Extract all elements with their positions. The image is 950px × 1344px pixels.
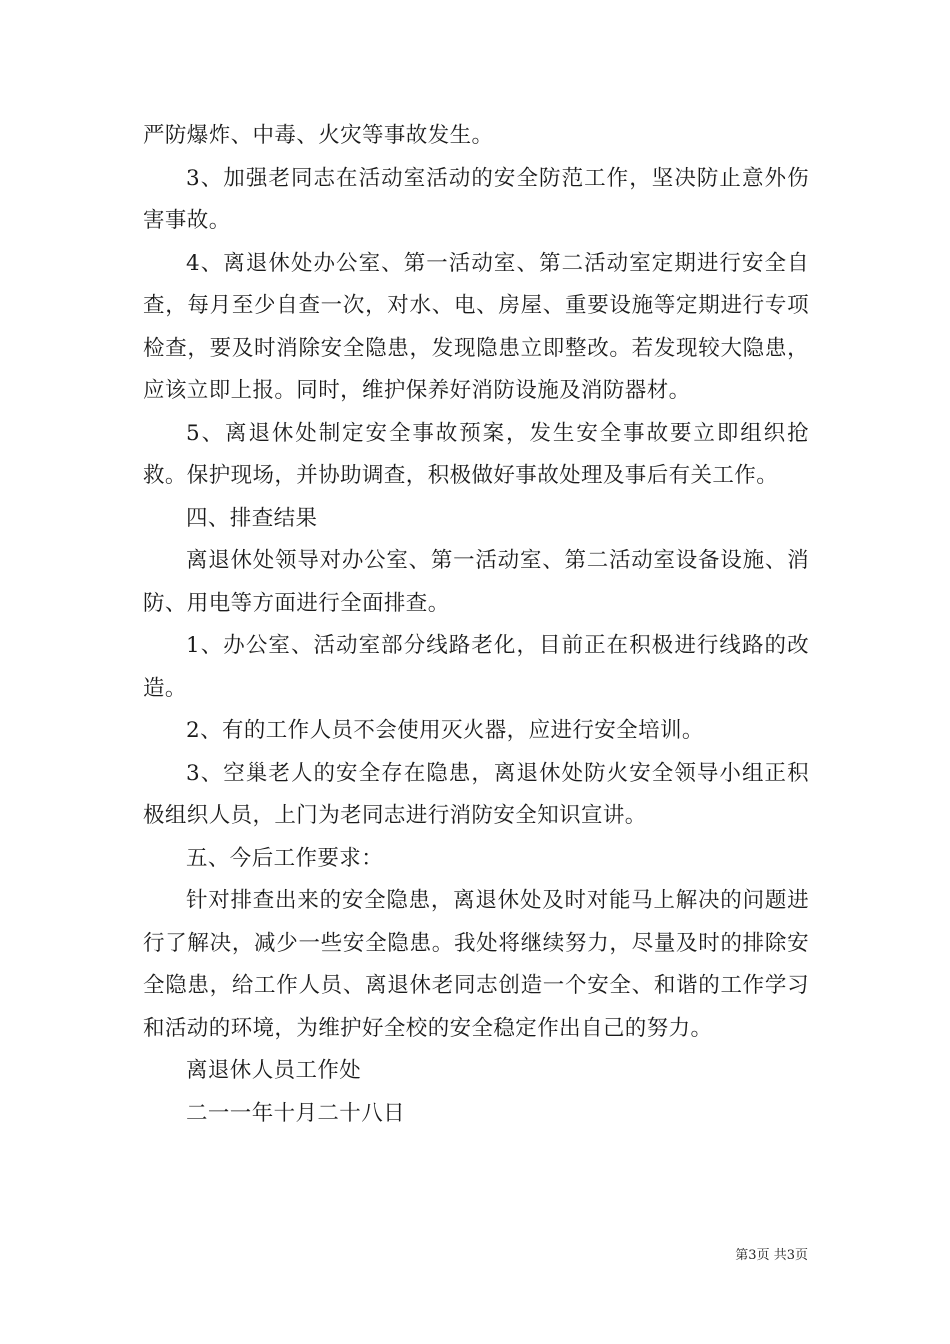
footer-mid: 页 共 [756,1248,787,1263]
page-number-footer [735,1244,808,1263]
paragraph-2: 3、加强老同志在活动室活动的安全防范工作，坚决防止意外伤害事故。 [143,165,809,233]
document-body [143,115,809,1135]
footer-current-page: 3 [748,1248,757,1263]
signature-department: 离退休人员工作处 [186,1058,362,1083]
paragraph-4: 5、离退休处制定安全事故预案，发生安全事故要立即组织抢救。保护现场，并协助调查，积极做好事故处理及事后有关工作。 [143,420,809,488]
paragraph-1: 严防爆炸、中毒、火灾等事故发生。 [143,123,494,148]
paragraph-8: 2、有的工作人员不会使用灭火器，应进行安全培训。 [186,718,704,743]
paragraph-9: 3、空巢老人的安全存在隐患，离退休处防火安全领导小组正积极组织人员，上门为老同志进行消防安全知识宣讲。 [143,760,809,828]
paragraph-7: 1、办公室、活动室部分线路老化，目前正在积极进行线路的改造。 [143,633,809,701]
paragraph-11: 针对排查出来的安全隐患，离退休处及时对能马上解决的问题进行了解决，减少一些安全隐患。我处将继续努力，尽量及时的排除安全隐患，给工作人员、离退休老同志创造一个安全、和谐的工作学习和活动的环境，为维护好全校的安全稳定作出自己的努力。 [143,888,809,1041]
paragraph-6: 离退休处领导对办公室、第一活动室、第二活动室设备设施、消防、用电等方面进行全面排查。 [143,548,809,616]
footer-suffix: 页 [794,1248,808,1263]
signature-date: 二一一年十月二十八日 [186,1100,406,1126]
footer-prefix: 第 [735,1248,749,1263]
paragraph-3: 4、离退休处办公室、第一活动室、第二活动室定期进行安全自查，每月至少自查一次，对水、电、房屋、重要设施等定期进行专项检查，要及时消除安全隐患，发现隐患立即整改。若发现较大隐患，应该立即上报。同时，维护保养好消防设施及消防器材。 [143,250,809,403]
section-heading-5: 五、今后工作要求： [186,845,384,871]
section-heading-4: 四、排查结果 [186,505,318,531]
footer-total-pages: 3 [786,1248,795,1263]
